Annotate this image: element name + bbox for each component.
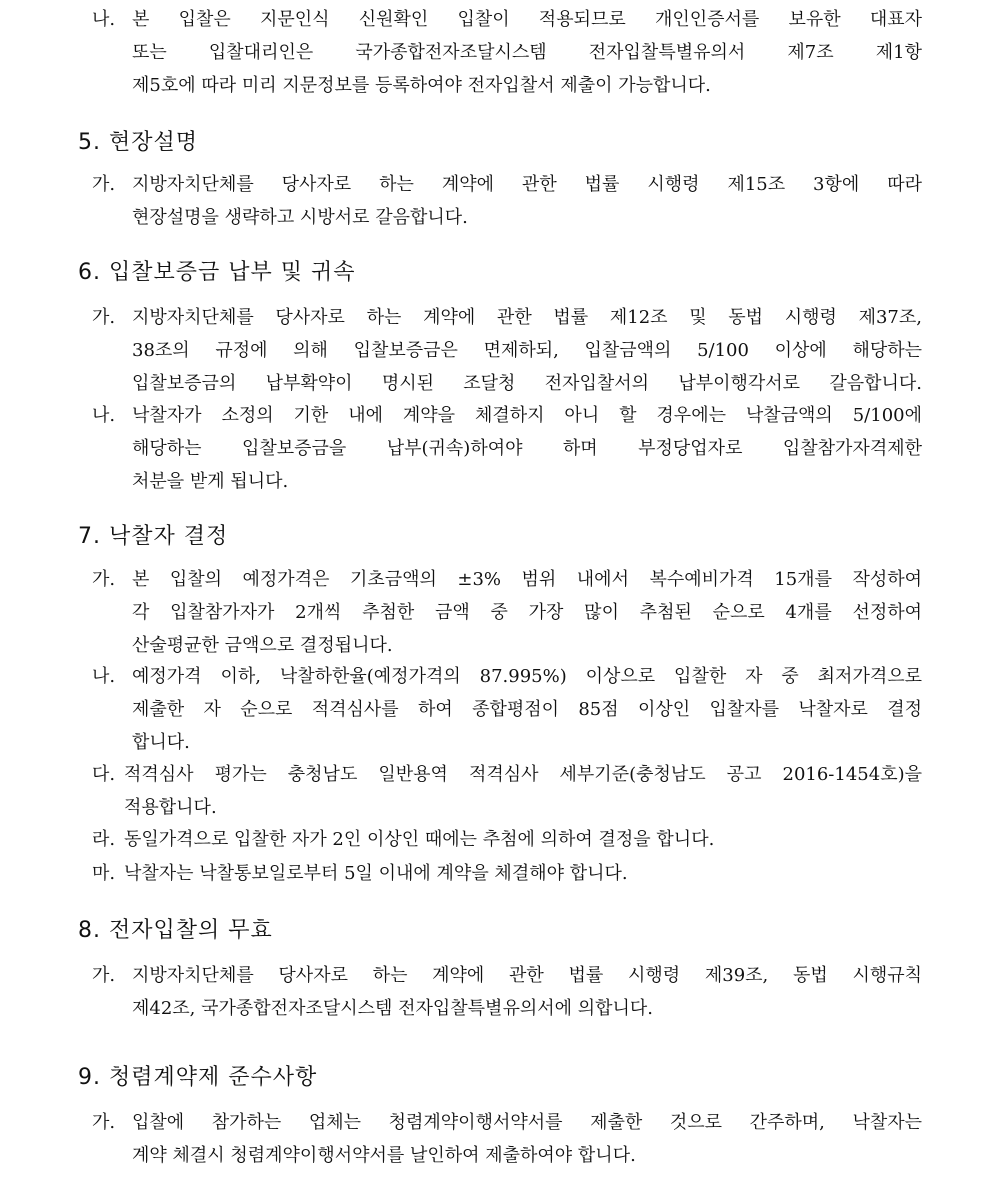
item-text-line: 동일가격으로 입찰한 자가 2인 이상인 때에는 추첨에 의하여 결정을 합니다. (124, 829, 715, 850)
item-marker: 다. (92, 764, 116, 785)
item-text-line: 합니다. (132, 732, 190, 753)
section-heading: 6. 입찰보증금 납부 및 귀속 (78, 260, 356, 285)
item-text-line: 계약 체결시 청렴계약이행서약서를 날인하여 제출하여야 합니다. (132, 1145, 636, 1166)
section-heading: 8. 전자입찰의 무효 (78, 918, 273, 943)
item-text-line: 입찰에 참가하는 업체는 청렴계약이행서약서를 제출한 것으로 간주하며, 낙찰자는 (132, 1112, 922, 1133)
item-text-line: 제출한 자 순으로 적격심사를 하여 종합평점이 85점 이상인 입찰자를 낙찰자로 결정 (132, 699, 922, 720)
item-text-line: 현장설명을 생략하고 시방서로 갈음합니다. (132, 207, 468, 228)
item-text-line: 해당하는 입찰보증금을 납부(귀속)하여야 하며 부정당업자로 입찰참가자격제한 (132, 438, 922, 459)
item-text-line: 또는 입찰대리인은 국가종합전자조달시스템 전자입찰특별유의서 제7조 제1항 (132, 42, 922, 63)
item-text-line: 낙찰자가 소정의 기한 내에 계약을 체결하지 아니 할 경우에는 낙찰금액의 5/100에 (132, 405, 922, 426)
item-marker: 나. (92, 9, 116, 30)
item-marker: 마. (92, 863, 116, 884)
section-heading: 5. 현장설명 (78, 130, 198, 155)
section-heading: 9. 청렴계약제 준수사항 (78, 1065, 318, 1090)
item-marker: 가. (92, 1112, 116, 1133)
item-text-line: 본 입찰은 지문인식 신원확인 입찰이 적용되므로 개인인증서를 보유한 대표자 (132, 9, 922, 30)
item-text-line: 지방자치단체를 당사자로 하는 계약에 관한 법률 시행령 제39조, 동법 시행규칙 (132, 965, 922, 986)
item-text-line: 지방자치단체를 당사자로 하는 계약에 관한 법률 제12조 및 동법 시행령 제37조, (132, 307, 922, 328)
item-marker: 나. (92, 405, 116, 426)
item-text-line: 낙찰자는 낙찰통보일로부터 5일 이내에 계약을 체결해야 합니다. (124, 863, 628, 884)
item-marker: 가. (92, 569, 116, 590)
item-text-line: 산술평균한 금액으로 결정됩니다. (132, 635, 393, 656)
item-marker: 가. (92, 307, 116, 328)
item-text-line: 처분을 받게 됩니다. (132, 471, 289, 492)
item-marker: 라. (92, 829, 116, 850)
item-text-line: 38조의 규정에 의해 입찰보증금은 면제하되, 입찰금액의 5/100 이상에 해당하는 (132, 340, 922, 361)
item-text-line: 적격심사 평가는 충청남도 일반용역 적격심사 세부기준(충청남도 공고 2016-1454호)을 (124, 764, 922, 785)
item-text-line: 제42조, 국가종합전자조달시스템 전자입찰특별유의서에 의합니다. (132, 998, 653, 1019)
item-text-line: 제5호에 따라 미리 지문정보를 등록하여야 전자입찰서 제출이 가능합니다. (132, 75, 711, 96)
item-text-line: 예정가격 이하, 낙찰하한율(예정가격의 87.995%) 이상으로 입찰한 자 중 최저가격으로 (132, 666, 922, 687)
section-heading: 7. 낙찰자 결정 (78, 524, 229, 549)
item-text-line: 입찰보증금의 납부확약이 명시된 조달청 전자입찰서의 납부이행각서로 갈음합니다. (132, 373, 922, 394)
item-marker: 가. (92, 174, 116, 195)
item-text-line: 적용합니다. (124, 797, 217, 818)
item-text-line: 지방자치단체를 당사자로 하는 계약에 관한 법률 시행령 제15조 3항에 따라 (132, 174, 922, 195)
item-marker: 가. (92, 965, 116, 986)
item-text-line: 각 입찰참가자가 2개씩 추첨한 금액 중 가장 많이 추첨된 순으로 4개를 선정하여 (132, 602, 922, 623)
item-text-line: 본 입찰의 예정가격은 기초금액의 ±3% 범위 내에서 복수예비가격 15개를 작성하여 (132, 569, 922, 590)
item-marker: 나. (92, 666, 116, 687)
